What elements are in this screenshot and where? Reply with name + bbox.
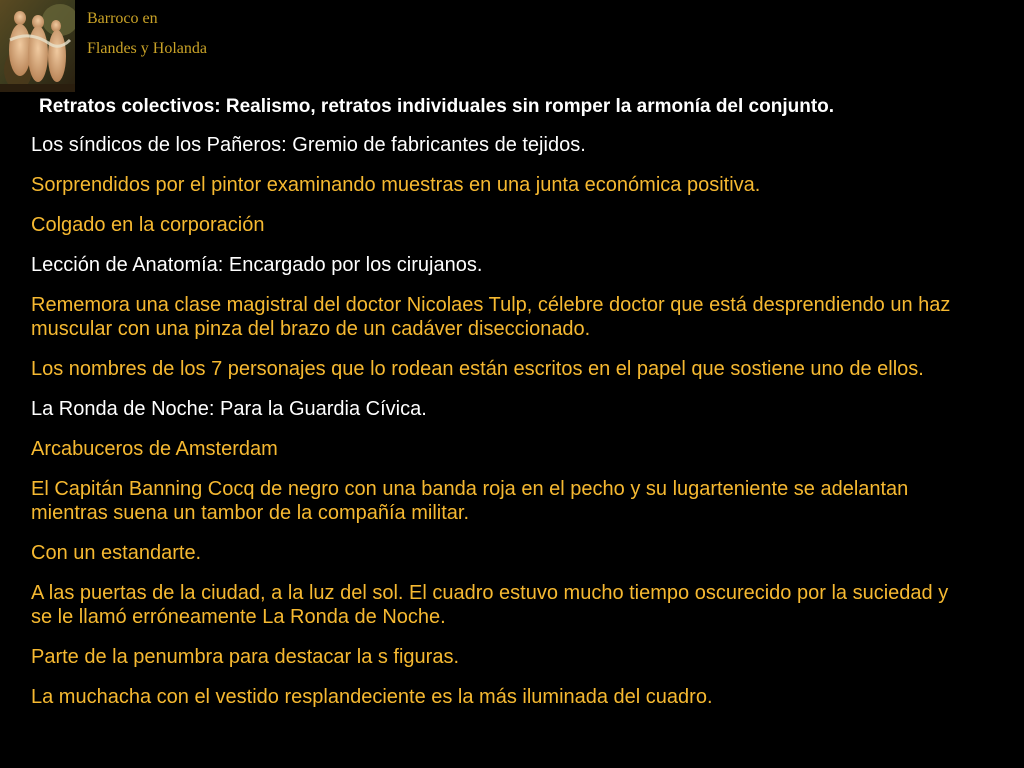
- list-item: La Ronda de Noche: Para la Guardia Cívica.: [31, 398, 427, 420]
- painting-thumbnail-icon: [0, 0, 75, 92]
- list-item: Parte de la penumbra para destacar la s figuras.: [31, 646, 460, 668]
- bullet-list: [31, 133, 961, 725]
- list-item: Los síndicos de los Pañeros: Gremio de fabricantes de tejidos.: [31, 134, 586, 156]
- list-item: Sorprendidos por el pintor examinando muestras en una junta económica positiva.: [31, 174, 761, 196]
- list-item: El Capitán Banning Cocq de negro con una banda roja en el pecho y su lugarteniente se adelantan mientras suena un tambor de la compañía militar.: [31, 478, 909, 524]
- list-item: Con un estandarte.: [31, 542, 202, 564]
- list-item: A las puertas de la ciudad, a la luz del sol. El cuadro estuvo mucho tiempo oscurecido por la suciedad y se le llamó erróneamente La Ronda de Noche.: [31, 582, 949, 628]
- title-line-2: Flandes y Holanda: [87, 40, 207, 57]
- list-item: Los nombres de los 7 personajes que lo rodean están escritos en el papel que sostiene uno de ellos.: [31, 358, 924, 380]
- list-item: Lección de Anatomía: Encargado por los cirujanos.: [31, 254, 483, 276]
- list-item: Arcabuceros de Amsterdam: [31, 438, 278, 460]
- list-item: Colgado en la corporación: [31, 214, 265, 236]
- list-item: Rememora una clase magistral del doctor Nicolaes Tulp, célebre doctor que está desprendiendo un haz muscular con una pinza del brazo de un cadáver diseccionado.: [31, 294, 951, 340]
- slide-heading: Retratos colectivos: Realismo, retratos individuales sin romper la armonía del conjunto.: [39, 96, 835, 117]
- list-item: La muchacha con el vestido resplandeciente es la más iluminada del cuadro.: [31, 686, 713, 708]
- presentation-title: [87, 4, 207, 64]
- title-line-1: Barroco en: [87, 10, 158, 27]
